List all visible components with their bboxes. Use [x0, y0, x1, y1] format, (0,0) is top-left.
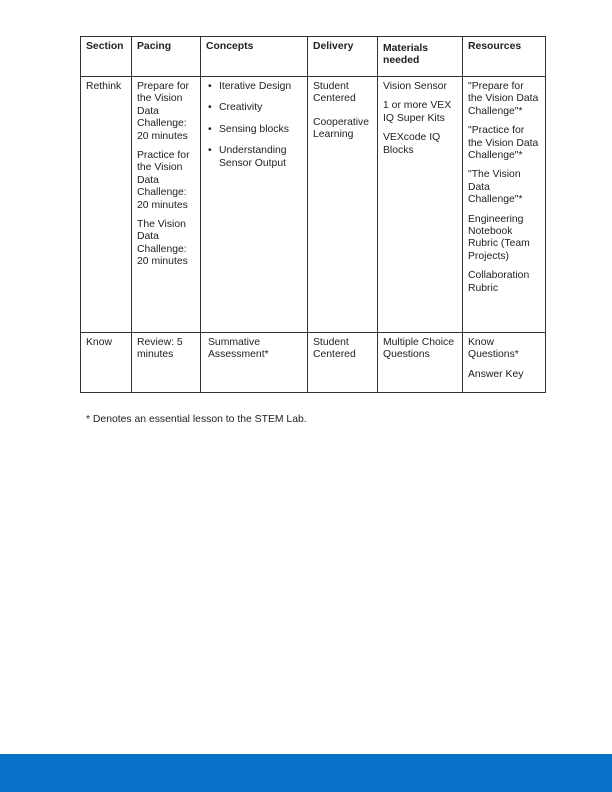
cell-section: [81, 77, 132, 333]
header-delivery: Delivery: [308, 37, 378, 77]
pacing-item: Review: 5 minutes: [137, 337, 183, 361]
cell-materials: [378, 77, 463, 333]
table-header-row: [81, 37, 546, 77]
resource-item: Collaboration Rubric: [468, 270, 530, 294]
header-concepts: Concepts: [201, 37, 308, 77]
material-item: VEXcode IQ Blocks: [383, 132, 441, 156]
bullet-icon: •: [208, 145, 212, 157]
header-section: Section: [81, 37, 132, 77]
material-item: Multiple Choice Questions: [383, 337, 455, 361]
table-row-know: [81, 333, 546, 393]
delivery-item: Student Centered: [313, 337, 356, 361]
cell-materials: [378, 333, 463, 393]
list-item: [206, 124, 302, 136]
header-materials: Materials needed: [378, 37, 463, 77]
resource-item: Answer Key: [468, 368, 524, 380]
list-item: [206, 102, 302, 114]
cell-delivery: [308, 77, 378, 333]
list-item: [206, 145, 302, 170]
pacing-item: Prepare for the Vision Data Challenge: 20 minutes: [137, 81, 189, 142]
footer-bar: [0, 754, 612, 792]
resource-item: Know Questions*: [468, 337, 519, 361]
concept-text: Summative Assessment*: [208, 337, 269, 361]
resource-item: Engineering Notebook Rubric (Team Projects): [468, 213, 530, 262]
footnote: * Denotes an essential lesson to the STEM Lab.: [86, 414, 307, 425]
delivery-item: Cooperative Learning: [313, 116, 370, 141]
concept-label: Iterative Design: [219, 81, 292, 92]
header-pacing: Pacing: [132, 37, 201, 77]
cell-section: [81, 333, 132, 393]
cell-delivery: [308, 333, 378, 393]
concept-label: Understanding Sensor Output: [219, 145, 287, 169]
cell-concepts: [201, 333, 308, 393]
concept-label: Creativity: [219, 102, 263, 114]
pacing-item: Practice for the Vision Data Challenge: 20 minutes: [137, 150, 190, 211]
bullet-icon: •: [208, 123, 212, 135]
material-item: Vision Sensor: [383, 81, 447, 92]
header-resources: Resources: [463, 37, 546, 77]
concepts-list: [206, 81, 302, 170]
cell-resources: [463, 333, 546, 393]
concept-label: Sensing blocks: [219, 123, 289, 135]
material-item: 1 or more VEX IQ Super Kits: [383, 100, 452, 124]
bullet-icon: •: [208, 81, 212, 92]
cell-pacing: [132, 333, 201, 393]
section-label: Rethink: [86, 81, 122, 92]
lesson-table: [80, 36, 546, 393]
resource-item: "The Vision Data Challenge"*: [468, 169, 523, 206]
list-item: [206, 81, 302, 93]
delivery-item: Student Centered: [313, 81, 356, 105]
cell-pacing: [132, 77, 201, 333]
cell-concepts: [201, 77, 308, 333]
resource-item: "Prepare for the Vision Data Challenge"*: [468, 81, 539, 117]
section-label: Know: [86, 337, 112, 348]
bullet-icon: •: [208, 102, 212, 114]
pacing-item: The Vision Data Challenge: 20 minutes: [137, 219, 188, 268]
cell-resources: [463, 77, 546, 333]
resource-item: "Practice for the Vision Data Challenge"*: [468, 125, 539, 162]
table-row-rethink: [81, 77, 546, 333]
